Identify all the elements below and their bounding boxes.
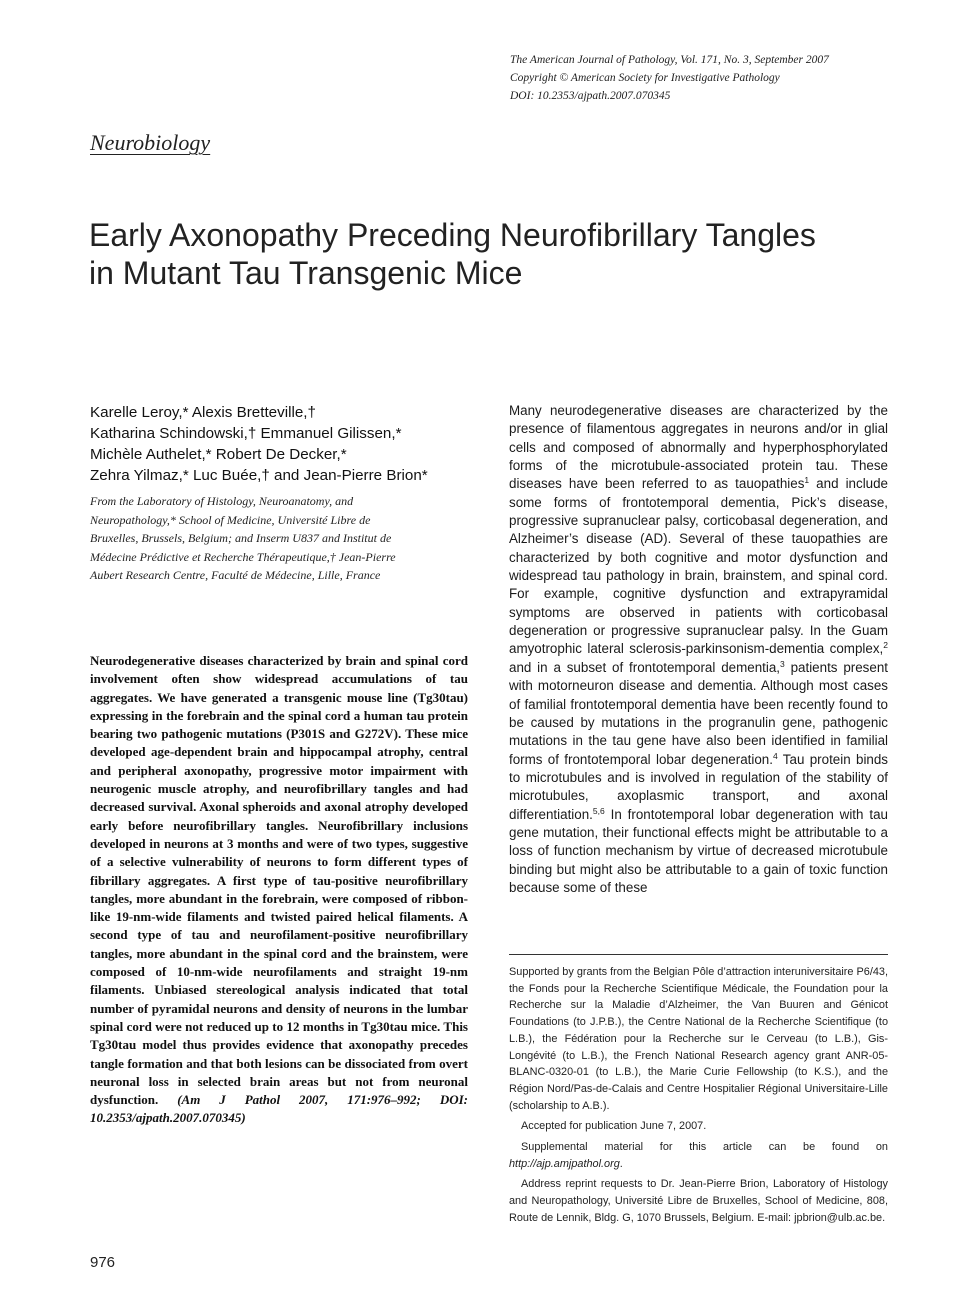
title-line-1: Early Axonopathy Preceding Neurofibrillary Tangles — [89, 217, 816, 253]
author-line-3: Michèle Authelet,* Robert De Decker,* — [90, 446, 347, 463]
supplemental-link[interactable]: http://ajp.amjpathol.org — [509, 1157, 620, 1170]
affiliation-line-1: From the Laboratory of Histology, Neuroanatomy, and — [90, 494, 354, 508]
page-number: 976 — [90, 1254, 116, 1271]
intro-segment: In frontotemporal lobar degeneration with tau gene mutation, their functional effects might be attributable to a loss of function mechanism by virtue of decreased microtubule binding but might also be attributable to a gain of toxic function because some of these — [509, 806, 888, 895]
intro-segment: patients present with motorneuron disease and dementia. Although most cases of familial frontotemporal dementia have been recently found to be caused by mutations in the progranulin gene, pathogenic mutations in the tau gene have also been identified in familial forms of frontotemporal lobar degeneration. — [509, 659, 888, 767]
intro-segment: and in a subset of frontotemporal dementia, — [509, 659, 781, 675]
introduction-text — [509, 402, 888, 897]
affiliation-line-4: Médecine Prédictive et Recherche Thérapeutique,† Jean-Pierre — [90, 549, 396, 564]
supplemental-prefix: Supplemental material for this article can be found on — [521, 1141, 888, 1154]
journal-doi: DOI: 10.2353/ajpath.2007.070345 — [510, 90, 671, 102]
reference-marker[interactable]: 3 — [780, 658, 785, 669]
journal-citation: The American Journal of Pathology, Vol. 171, No. 3, September 2007 — [510, 54, 829, 66]
abstract-text: Neurodegenerative diseases characterized by brain and spinal cord involvement often show widespread accumulations of tau aggregates. We have generated a transgenic mouse line (Tg30tau) expressing in the forebrain and the spinal cord a human tau protein bearing two pathogenic mutations (P301S and G272V). These mice developed age-dependent brain and hippocampal atrophy, central and peripheral axonopathy, progressive motor impairment with neurogenic muscle atrophy, and neurofibrillary tangles and had decreased survival. Axonal spheroids and axonal atrophy developed early before neurofibrillary tangles. Neurofibrillary inclusions developed in neurons at 3 months and were of two types, suggestive of a selective vulnerability of neurons to form different types of fibrillary aggregates. A first type of tau-positive neurofibrillary tangles, more abundant in the forebrain, were composed of ribbon-like 19-nm-wide filaments and twisted paired helical filaments. A second type of tau and neurofilament-positive neurofibrillary tangles, more abundant in the spinal cord and the brainstem, were composed of 10-nm-wide neurofilaments and straight 19-nm filaments. Unbiased stereological analysis indicated that total number of pyramidal neurons and density of neurons in the lumbar spinal cord were not reduced up to 12 months in Tg30tau mice. This Tg30tau model thus provides evidence that axonopathy precedes tangle formation and that both lesions can be dissociated from overt neuronal loss in selected brain areas but not from neuronal dysfunction. — [90, 653, 468, 1108]
affiliations — [90, 492, 490, 585]
intro-segment: and include some forms of frontotemporal dementia, Pick’s disease, progressive supranuclear palsy, corticobasal degeneration, and Alzheimer’s disease (AD). Several of these tauopathies are characterized by both cognitive and motor dysfunction and widespread tau pathology in brain, brainstem, and spinal cord. For example, cognitive dysfunction and extrapyramidal symptoms are observed in patients with corticobasal degeneration or progressive supranuclear palsy. In the Guam amyotrophic lateral sclerosis-parkinsonism-dementia complex, — [509, 476, 889, 657]
footnote-divider — [509, 954, 888, 955]
reference-marker[interactable]: 2 — [883, 640, 888, 651]
journal-header — [510, 51, 950, 105]
intro-segment: Many neurodegenerative diseases are characterized by the presence of filamentous aggregates in neurons and/or in glial cells and composed of abnormally and hyperphosphorylated forms of the microtubule-associated protein tau. These diseases have been referred to as tauopathies — [509, 403, 888, 492]
journal-copyright: Copyright © American Society for Investigative Pathology — [510, 72, 780, 84]
author-line-1: Karelle Leroy,* Alexis Bretteville,† — [90, 404, 316, 421]
reference-marker[interactable]: 5,6 — [592, 805, 605, 816]
section-label: Neurobiology — [90, 130, 211, 155]
affiliation-line-5: Aubert Research Centre, Faculté de Médecine, Lille, France — [90, 568, 381, 582]
supplemental-note — [509, 1139, 888, 1172]
intro-segment: Tau protein binds to microtubules and is involved in regulation of the stability of microtubules, axoplasmic transport, and axonal differentiation. — [509, 751, 889, 822]
footnotes — [509, 964, 888, 1227]
abstract-citation: (Am J Pathol 2007, 171:976–992; DOI: 10.2353/ajpath.2007.070345) — [90, 1092, 468, 1126]
affiliation-line-3: Bruxelles, Brussels, Belgium; and Inserm U837 and Institut de — [90, 531, 392, 545]
supplemental-suffix: . — [619, 1157, 623, 1170]
author-line-2: Katharina Schindowski,† Emmanuel Gilissen,* — [90, 425, 402, 442]
author-list — [90, 402, 490, 486]
article-title — [89, 216, 909, 292]
affiliation-line-2: Neuropathology,* School of Medicine, Université Libre de — [90, 512, 371, 527]
reference-marker[interactable]: 4 — [772, 750, 778, 761]
reference-marker[interactable]: 1 — [804, 475, 810, 486]
reprint-note: Address reprint requests to Dr. Jean-Pierre Brion, Laboratory of Histology and Neuropathology, Université Libre de Bruxelles, School of Medicine, 808, Route de Lennik, Bldg. G, 1070 Brussels, Belgium. E-mail: jpbrion@ulb.ac.be. — [509, 1178, 888, 1224]
funding-note: Supported by grants from the Belgian Pôle d’attraction interuniversitaire P6/43, the Fonds pour la Recherche Scientifique Médicale, the Foundation pour la Recherche sur la Maladie d’Alzheimer, the Van Buuren and Génicot Foundations (to J.P.B.), the Centre National de la Recherche Scientifique (to L.B.), the Fédération pour la Recherche sur le Cerveau (to L.B.), Gis-Longévité (to L.B.), the French National Research agency grant ANR-05-BLANC-0320-01 (to L.B.), the Marie Curie Fellowship (to K.S.), and the Région Nord/Pas-de-Calais and Centre Hospitalier Régional Universitaire-Lille (scholarship to A.B.). — [509, 966, 888, 1112]
abstract — [90, 652, 468, 1128]
author-line-4: Zehra Yilmaz,* Luc Buée,† and Jean-Pierre Brion* — [90, 467, 428, 484]
accepted-note: Accepted for publication June 7, 2007. — [521, 1120, 707, 1133]
title-line-2: in Mutant Tau Transgenic Mice — [89, 255, 523, 291]
